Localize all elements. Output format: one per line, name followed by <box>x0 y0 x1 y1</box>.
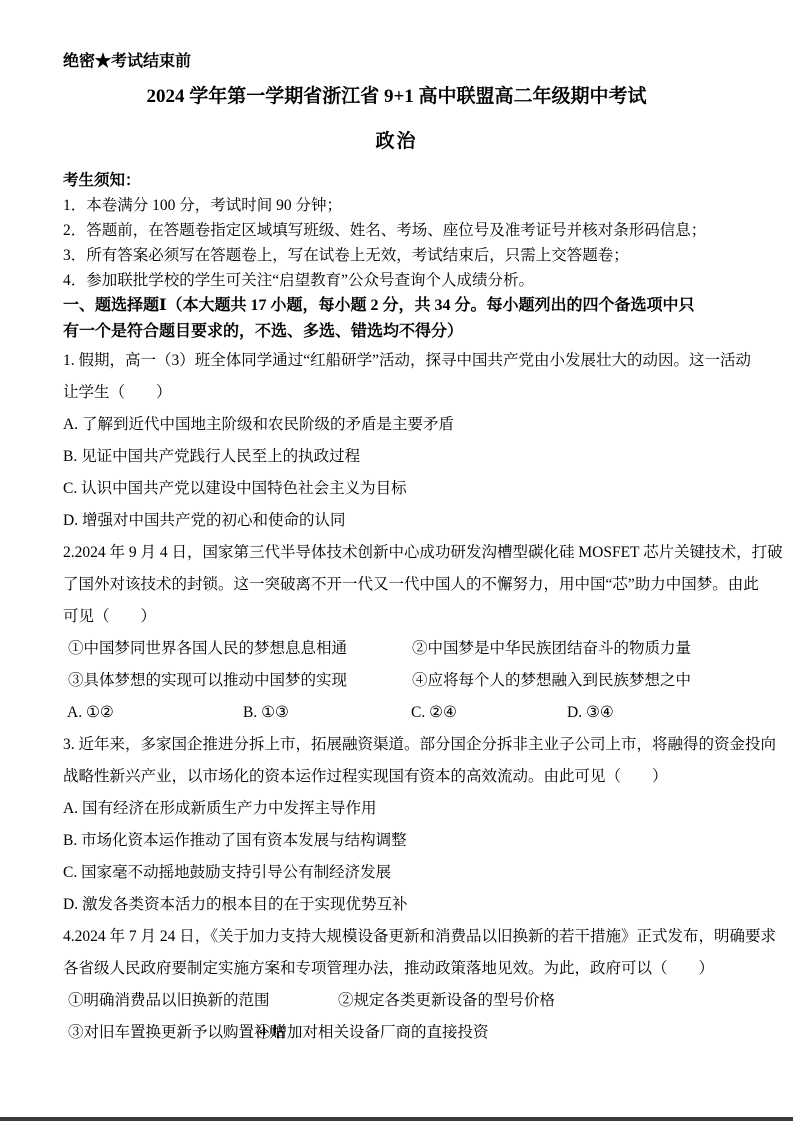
notice-heading: 考生须知： <box>63 172 141 189</box>
question-1-stem-line-1: 1. 假期，高一（3）班全体同学通过“红船研学”活动，探寻中国共产党由小发展壮大的动因。这一活动 <box>63 352 752 369</box>
question-4-statement-1: ①明确消费品以旧换新的范围 <box>68 992 270 1009</box>
question-1-option-d: D. 增强对中国共产党的初心和使命的认同 <box>63 512 346 529</box>
question-3-option-c: C. 国家毫不动摇地鼓励支持引导公有制经济发展 <box>63 864 392 881</box>
question-4-statement-4: ④增加对相关设备厂商的直接投资 <box>256 1024 489 1041</box>
notice-item-4: 4．参加联批学校的学生可关注“启望教育”公众号查询个人成绩分析。 <box>63 272 535 289</box>
question-2-statement-4: ④应将每个人的梦想融入到民族梦想之中 <box>412 672 692 689</box>
notice-item-2: 2．答题前，在答题卷指定区域填写班级、姓名、考场、座位号及准考证号并核对条形码信息； <box>63 222 707 239</box>
section-heading-line-1: 一、题选择题Ⅰ（本大题共 17 小题，每小题 2 分，共 34 分。每小题列出的四个备选项中只 <box>63 297 695 314</box>
exam-subject: 政治 <box>375 131 418 152</box>
question-2-stem-line-2: 了国外对该技术的封锁。这一突破离不开一代又一代中国人的不懈努力，用中国“芯”助力中国梦。由此 <box>63 576 759 593</box>
question-2-statement-1: ①中国梦同世界各国人民的梦想息息相通 <box>68 640 348 657</box>
question-2-stem-line-1: 2.2024 年 9 月 4 日，国家第三代半导体技术创新中心成功研发沟槽型碳化硅 MOSFET 芯片关键技术，打破 <box>63 544 783 561</box>
question-2-statements-row-1 <box>63 633 743 665</box>
question-1-option-a: A. 了解到近代中国地主阶级和农民阶级的矛盾是主要矛盾 <box>63 416 454 433</box>
question-2-answer-c: C. ②④ <box>411 704 457 721</box>
question-3-option-d: D. 激发各类资本活力的根本目的在于实现优势互补 <box>63 896 408 913</box>
exam-title: 2024 学年第一学期省浙江省 9+1 高中联盟高二年级期中考试 <box>146 86 647 107</box>
candidate-notice <box>63 168 743 293</box>
classification-label: 绝密★考试结束前 <box>63 53 192 70</box>
question-4-statements-row-1 <box>63 985 743 1017</box>
question-4-stem-line-2: 各省级人民政府要制定实施方案和专项管理办法，推动政策落地见效。为此，政府可以（ ） <box>63 960 715 977</box>
question-list <box>63 345 783 1049</box>
question-3-stem-line-1: 3. 近年来，多家国企推进分拆上市，拓展融资渠道。部分国企分拆非主业子公司上市，将融得的资金投向 <box>63 736 777 753</box>
question-2-statements-row-2 <box>63 665 743 697</box>
section-heading-line-2: 有一个是符合题目要求的，不选、多选、错选均不得分） <box>63 323 464 340</box>
question-4-statement-2: ②规定各类更新设备的型号价格 <box>338 992 556 1009</box>
question-2-answer-row <box>63 697 743 729</box>
question-2-stem-line-3: 可见（ ） <box>63 608 157 625</box>
question-4-statements-row-2 <box>63 1017 743 1049</box>
question-1-option-c: C. 认识中国共产党以建设中国特色社会主义为目标 <box>63 480 407 497</box>
question-3-stem-line-2: 战略性新兴产业，以市场化的资本运作过程实现国有资本的高效流动。由此可见（ ） <box>63 768 668 785</box>
question-2-answer-d: D. ③④ <box>567 704 614 721</box>
question-4-stem-line-1: 4.2024 年 7 月 24 日，《关于加力支持大规模设备更新和消费品以旧换新的若干措施》正式发布，明确要求 <box>63 928 777 945</box>
question-3-option-a: A. 国有经济在形成新质生产力中发挥主导作用 <box>63 800 377 817</box>
question-2-answer-a: A. ①② <box>67 704 114 721</box>
notice-item-1: 1．本卷满分 100 分，考试时间 90 分钟； <box>63 197 343 214</box>
question-1-option-b: B. 见证中国共产党践行人民至上的执政过程 <box>63 448 361 465</box>
question-2-answer-b: B. ①③ <box>243 704 289 721</box>
question-1 <box>63 345 752 537</box>
page-bottom-border <box>0 1117 793 1121</box>
question-2-statement-2: ②中国梦是中华民族团结奋斗的物质力量 <box>412 640 692 657</box>
question-4-statement-3: ③对旧车置换更新予以购置补贴 <box>68 1024 286 1041</box>
notice-item-3: 3．所有答案必须写在答题卷上，写在试卷上无效，考试结束后，只需上交答题卷； <box>63 247 629 264</box>
question-2 <box>63 537 783 729</box>
question-2-statement-3: ③具体梦想的实现可以推动中国梦的实现 <box>68 672 348 689</box>
question-3 <box>63 729 777 921</box>
section-one-heading <box>63 293 743 345</box>
question-4 <box>63 921 777 1049</box>
question-3-option-b: B. 市场化资本运作推动了国有资本发展与结构调整 <box>63 832 407 849</box>
question-1-stem-line-2: 让学生（ ） <box>63 384 172 401</box>
